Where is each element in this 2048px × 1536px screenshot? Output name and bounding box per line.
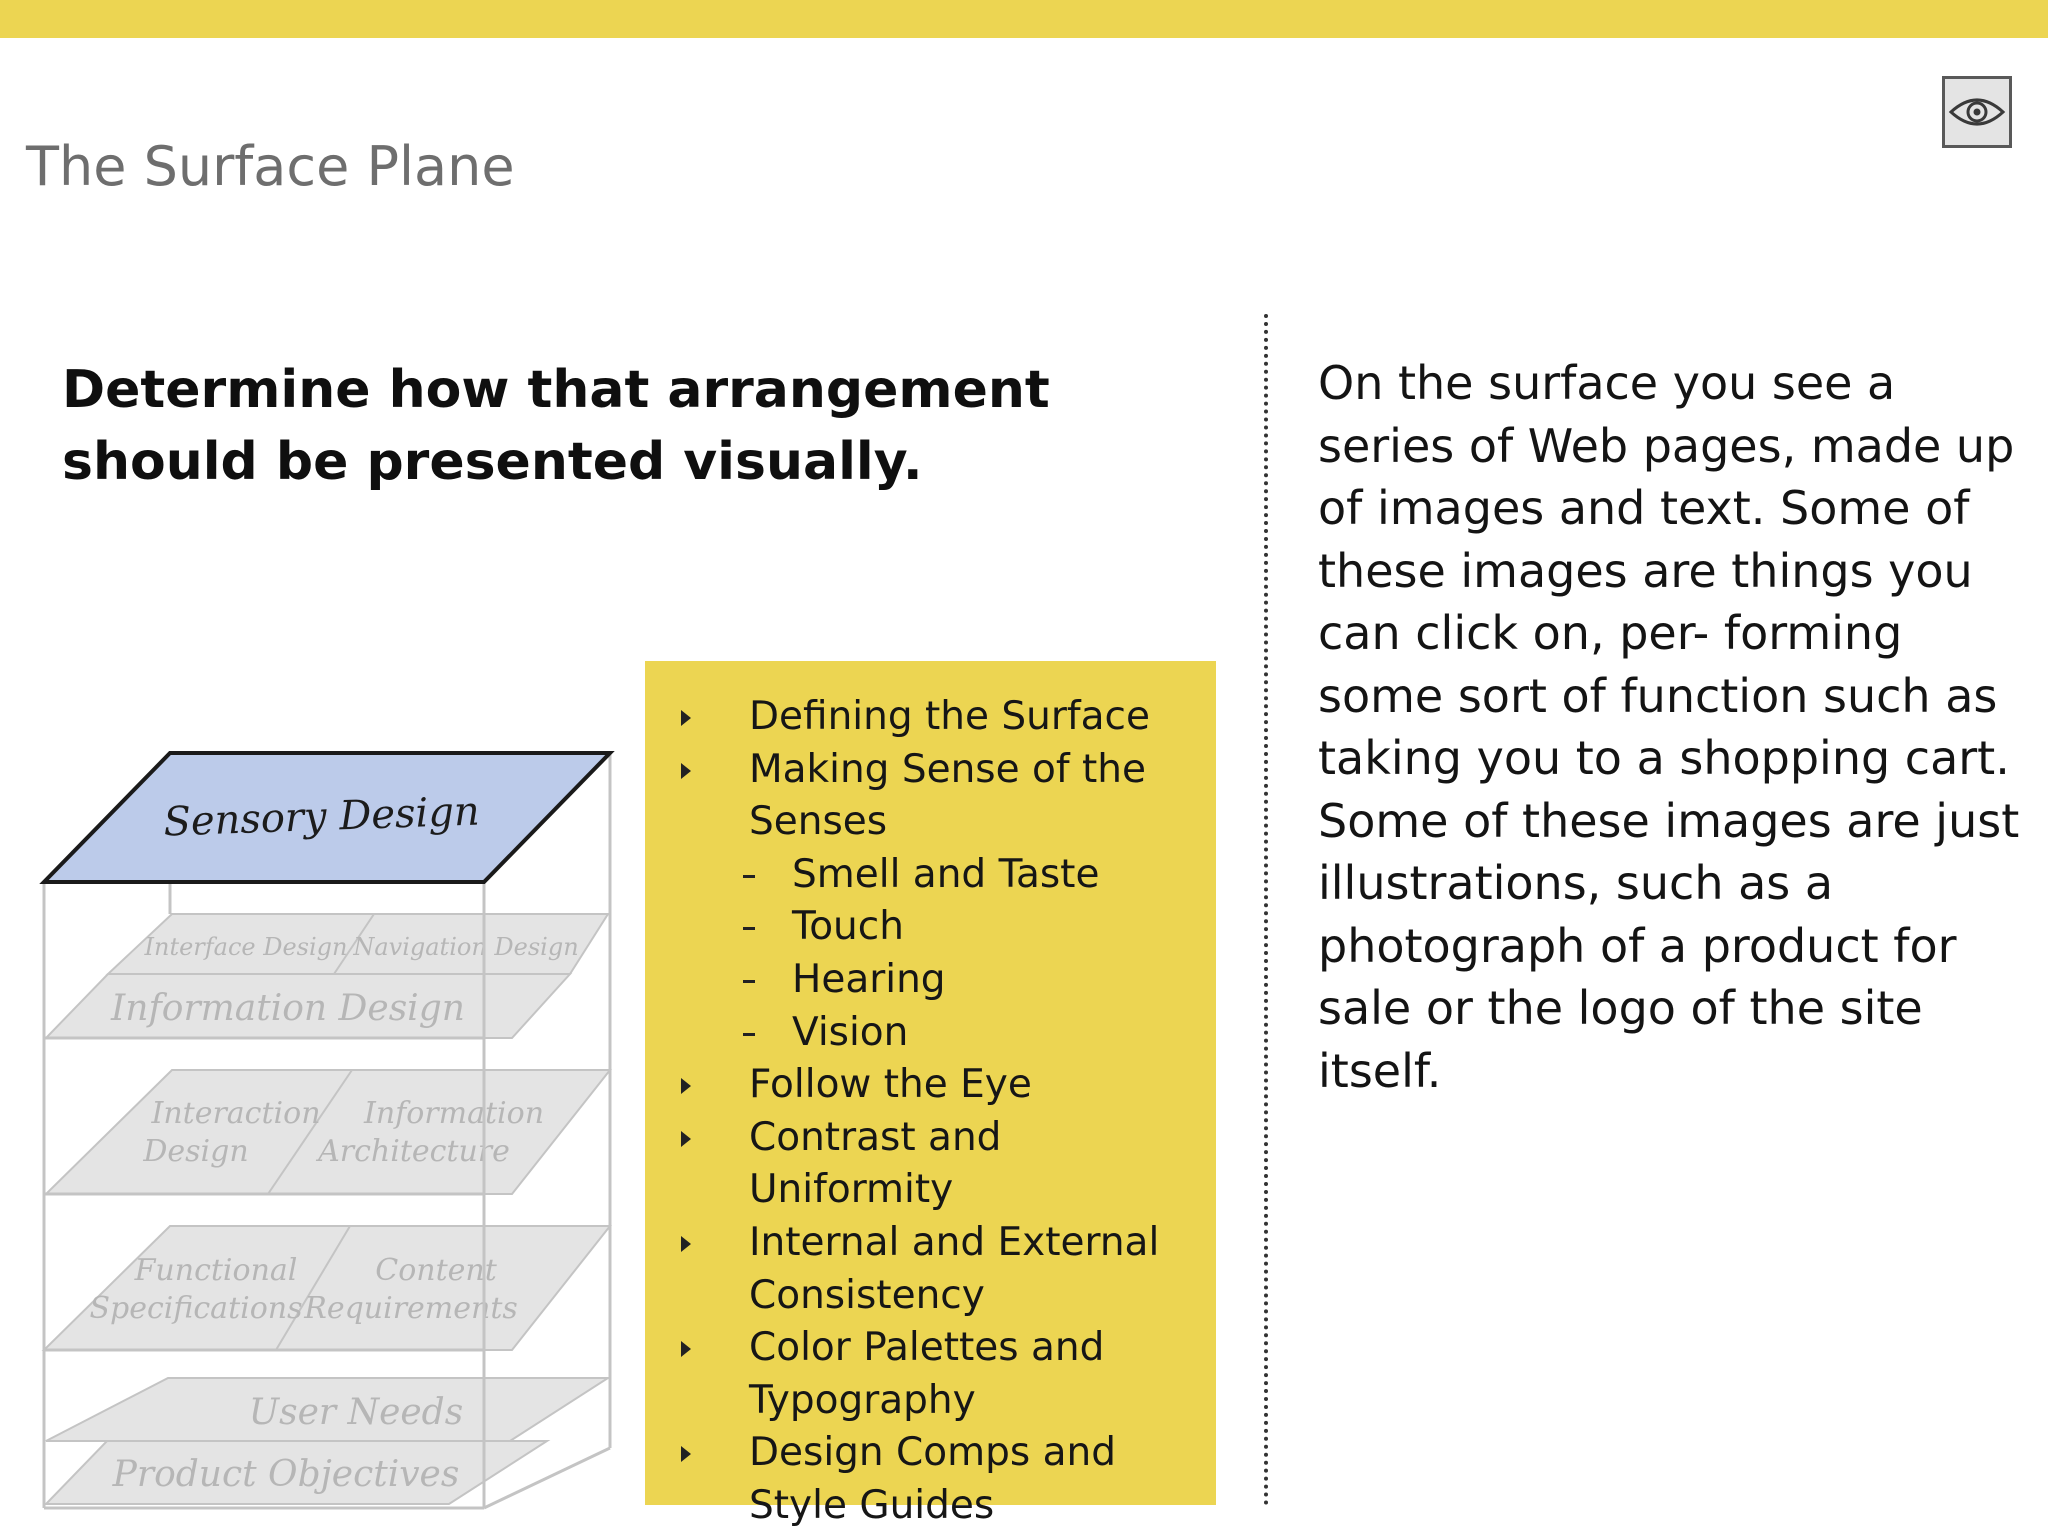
bullet-dash-icon [743, 849, 783, 902]
topic-label: Smell and Taste [792, 851, 1100, 897]
skeleton-left-label: Interface Design [144, 933, 348, 961]
scope-left-label-2: Specifications [89, 1291, 303, 1326]
topic-item-vision [675, 1007, 1196, 1060]
topic-label: Vision [792, 1009, 909, 1055]
structure-right-label-1: Information [363, 1096, 545, 1131]
scope-left-label-1: Functional [134, 1253, 298, 1288]
skeleton-bottom-label: Information Design [111, 988, 465, 1029]
bullet-arrow-icon [675, 1112, 745, 1165]
topic-item-contrast [675, 1112, 1196, 1217]
top-accent-band [0, 0, 2048, 38]
topic-label: Contrast and Uniformity [749, 1114, 1002, 1213]
topic-item-consistency [675, 1217, 1196, 1322]
topic-label: Design Comps and Style Guides [749, 1430, 1116, 1528]
bullet-dash-icon [743, 901, 783, 954]
topic-label: Making Sense of the Senses [749, 746, 1147, 845]
bullet-arrow-icon [675, 1322, 745, 1375]
topic-item-design-comps [675, 1427, 1196, 1532]
eye-icon [1948, 92, 2006, 132]
structure-right-label-2: Architecture [318, 1134, 510, 1169]
topic-label: Touch [792, 904, 904, 950]
skeleton-right-label: Navigation Design [353, 933, 579, 961]
topics-box [645, 661, 1216, 1528]
bullet-arrow-icon [675, 1427, 745, 1480]
topic-item-smell-taste [675, 849, 1196, 902]
bullet-arrow-icon [675, 1059, 745, 1112]
column-divider [1264, 314, 1268, 1506]
strategy-plane [46, 1378, 608, 1504]
topic-item-defining-surface [675, 691, 1196, 744]
bullet-arrow-icon [675, 1217, 745, 1270]
scope-plane [44, 1226, 610, 1350]
bullet-arrow-icon [675, 691, 745, 744]
topic-label: Hearing [792, 956, 946, 1002]
structure-left-label-2: Design [143, 1134, 249, 1169]
topic-item-touch [675, 901, 1196, 954]
topic-item-color-palettes [675, 1322, 1196, 1427]
topic-list [675, 691, 1196, 1533]
bullet-dash-icon [743, 954, 783, 1007]
surface-plane [44, 753, 610, 882]
surface-plane-label: Sensory Design [162, 788, 481, 846]
topic-label: Internal and External Consistency [749, 1219, 1160, 1318]
scope-right-label-2: Requirements [304, 1291, 518, 1326]
topic-item-making-sense [675, 744, 1196, 849]
elements-planes-diagram [36, 748, 618, 1513]
structure-plane [46, 1070, 610, 1194]
topic-label: Defining the Surface [749, 694, 1150, 739]
topic-item-follow-eye [675, 1059, 1196, 1112]
strategy-top-label: User Needs [248, 1392, 464, 1433]
topic-item-hearing [675, 954, 1196, 1007]
structure-left-label-1: Interaction [151, 1096, 321, 1131]
bullet-arrow-icon [675, 744, 745, 797]
topic-label: Follow the Eye [749, 1062, 1032, 1108]
topic-label: Color Palettes and Typography [749, 1325, 1105, 1423]
slide-headline: Determine how that arrangement should be presented visually. [62, 360, 1050, 492]
description-paragraph: On the surface you see a series of Web pages, made up of images and text. Some of these images are things you can click on, per- forming some sort of function such as taking you to a shopping cart. Some of these images are just illustrations, such as a photograph of a product for sale or the logo of the site itself. [1318, 356, 2020, 1098]
view-toggle-button[interactable] [1942, 76, 2012, 148]
slide-title: The Surface Plane [26, 135, 515, 198]
bullet-dash-icon [743, 1007, 783, 1060]
strategy-bottom-label: Product Objectives [112, 1454, 460, 1495]
scope-right-label-1: Content [375, 1253, 497, 1288]
skeleton-plane [46, 914, 608, 1038]
